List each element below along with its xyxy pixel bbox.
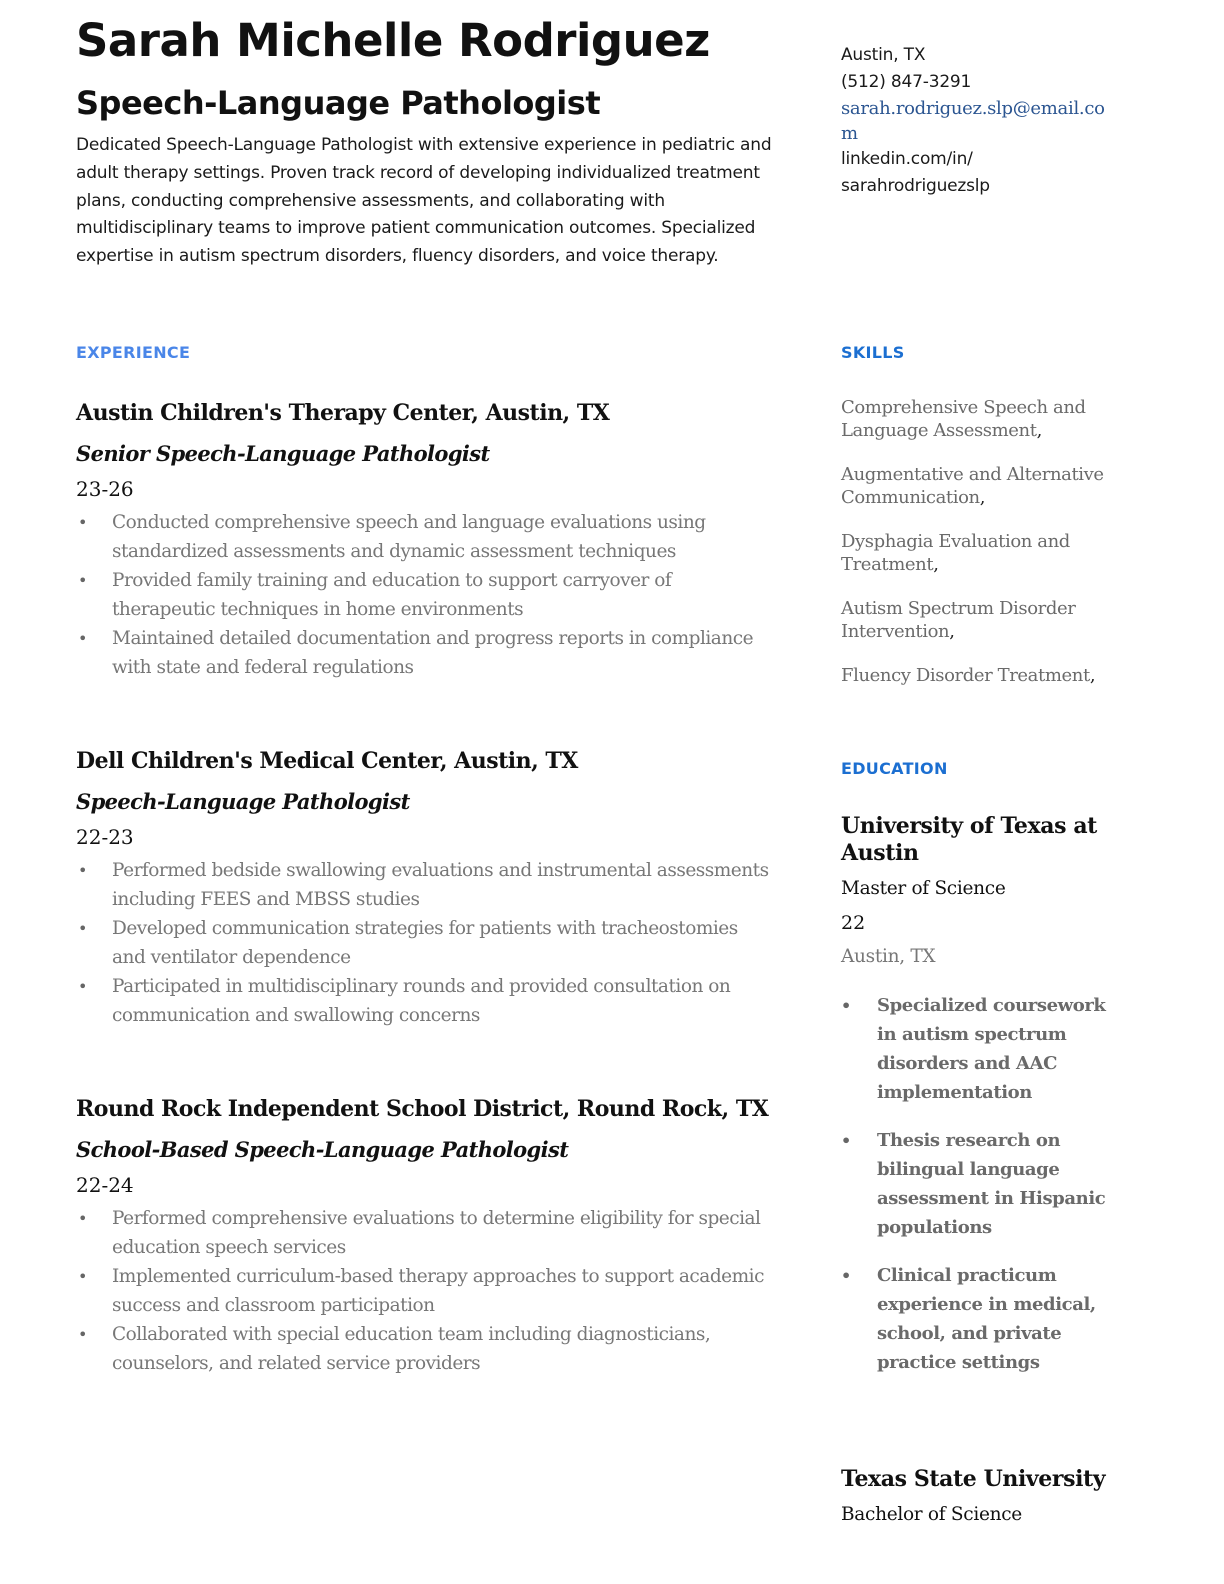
bullet-icon: • [78, 1209, 87, 1228]
skill-item [841, 598, 1121, 643]
education-entry [841, 813, 1121, 1396]
bullet-text: Developed communication strategies for patients with tracheostomies and ventilator dependence [112, 918, 738, 968]
skill-separator: , [979, 486, 986, 508]
linkedin-line-1: linkedin.com/in/ [841, 149, 973, 169]
bullet-icon: • [841, 1266, 851, 1285]
skill-item [841, 665, 1121, 688]
email-link[interactable]: sarah.rodriguez.slp@email.com [841, 98, 1105, 144]
school-name: Texas State University [841, 1466, 1106, 1492]
job-bullets [76, 1204, 776, 1378]
bullet-text: Participated in multidisciplinary rounds and provided consultation on communication and swallowing concerns [112, 976, 731, 1026]
skills-list [841, 397, 1121, 710]
bullet-text: Clinical practicum experience in medical, school, and private practice settings [877, 1265, 1096, 1373]
candidate-name: Sarah Michelle Rodriguez [76, 14, 710, 67]
bullet-text: Performed comprehensive evaluations to determine eligibility for special education speech services [112, 1208, 761, 1258]
skill-item [841, 464, 1121, 509]
company-name: Austin Children's Therapy Center, Austin, TX [76, 400, 610, 426]
company-name: Dell Children's Medical Center, Austin, TX [76, 748, 578, 774]
job-entry [76, 1094, 776, 1378]
graduation-year: 22 [841, 912, 866, 934]
bullet-icon: • [78, 571, 87, 590]
job-bullet [76, 566, 776, 624]
bullet-icon: • [78, 629, 87, 648]
contact-block [841, 42, 1121, 200]
skill-text: Fluency Disorder Treatment [841, 665, 1090, 686]
headline: Speech-Language Pathologist [76, 84, 601, 122]
bullet-icon: • [78, 919, 87, 938]
education-bullet [841, 991, 1121, 1107]
education-bullet [841, 1261, 1121, 1377]
skill-separator: , [1089, 665, 1096, 686]
job-role: School-Based Speech-Language Pathologist [76, 1137, 569, 1162]
skills-heading: SKILLS [841, 343, 905, 362]
job-bullet [76, 624, 776, 682]
skill-item [841, 397, 1121, 442]
bullet-icon: • [78, 977, 87, 996]
linkedin-link[interactable] [841, 146, 1121, 200]
skill-text: Autism Spectrum Disorder Intervention [841, 598, 1076, 642]
education-heading: EDUCATION [841, 759, 948, 778]
job-role: Speech-Language Pathologist [76, 789, 410, 814]
job-bullet [76, 914, 776, 972]
job-bullet [76, 1204, 776, 1262]
bullet-text: Thesis research on bilingual language assessment in Hispanic populations [877, 1130, 1106, 1238]
education-bullets [841, 991, 1121, 1377]
skill-separator: , [933, 553, 939, 575]
job-entry [76, 746, 776, 1030]
job-dates: 22-24 [76, 1173, 134, 1197]
school-location: Austin, TX [841, 946, 936, 967]
degree: Bachelor of Science [841, 1504, 1022, 1525]
bullet-text: Performed bedside swallowing evaluations and instrumental assessments including FEES and MBSS studies [112, 860, 769, 910]
school-name: University of Texas at Austin [841, 813, 1097, 866]
summary: Dedicated Speech-Language Pathologist with extensive experience in pediatric and adult therapy settings. Proven track record of developing individualized treatment plans, conducting comprehensive assessments, and collaborating with multidisciplinary teams to improve patient communication outcomes. Specialized expertise in autism spectrum disorders, fluency disorders, and voice therapy. [76, 135, 772, 267]
skill-item [841, 531, 1121, 576]
skill-text: Augmentative and Alternative Communication [841, 464, 1104, 508]
job-bullet [76, 972, 776, 1030]
job-bullet [76, 856, 776, 914]
bullet-text: Specialized coursework in autism spectrum disorders and AAC implementation [877, 995, 1106, 1103]
bullet-icon: • [841, 996, 851, 1015]
job-bullet [76, 1262, 776, 1320]
bullet-text: Collaborated with special education team including diagnosticians, counselors, and related service providers [112, 1324, 711, 1374]
degree: Master of Science [841, 878, 1006, 899]
bullet-icon: • [841, 1131, 851, 1150]
skill-separator: , [1036, 419, 1042, 441]
education-entry [841, 1466, 1121, 1527]
contact-location: Austin, TX [841, 45, 926, 65]
skill-separator: , [949, 620, 955, 642]
job-bullet [76, 1320, 776, 1378]
skill-text: Dysphagia Evaluation and Treatment [841, 531, 1070, 575]
contact-phone: (512) 847-3291 [841, 72, 972, 92]
bullet-icon: • [78, 1325, 87, 1344]
bullet-icon: • [78, 513, 87, 532]
job-bullets [76, 508, 776, 682]
job-entry [76, 398, 776, 682]
bullet-text: Implemented curriculum-based therapy approaches to support academic success and classroom participation [112, 1266, 764, 1316]
bullet-text: Conducted comprehensive speech and language evaluations using standardized assessments and dynamic assessment techniques [112, 512, 706, 562]
job-bullets [76, 856, 776, 1030]
job-dates: 22-23 [76, 825, 134, 849]
job-bullet [76, 508, 776, 566]
bullet-icon: • [78, 861, 87, 880]
experience-heading: EXPERIENCE [76, 343, 191, 362]
skill-text: Comprehensive Speech and Language Assessment [841, 397, 1086, 441]
company-name: Round Rock Independent School District, Round Rock, TX [76, 1096, 769, 1122]
bullet-text: Maintained detailed documentation and progress reports in compliance with state and federal regulations [112, 628, 754, 678]
bullet-text: Provided family training and education to support carryover of therapeutic techniques in home environments [112, 570, 672, 620]
job-dates: 23-26 [76, 477, 134, 501]
bullet-icon: • [78, 1267, 87, 1286]
linkedin-line-2: sarahrodriguezslp [841, 176, 990, 196]
job-role: Senior Speech-Language Pathologist [76, 441, 490, 466]
education-bullet [841, 1126, 1121, 1242]
